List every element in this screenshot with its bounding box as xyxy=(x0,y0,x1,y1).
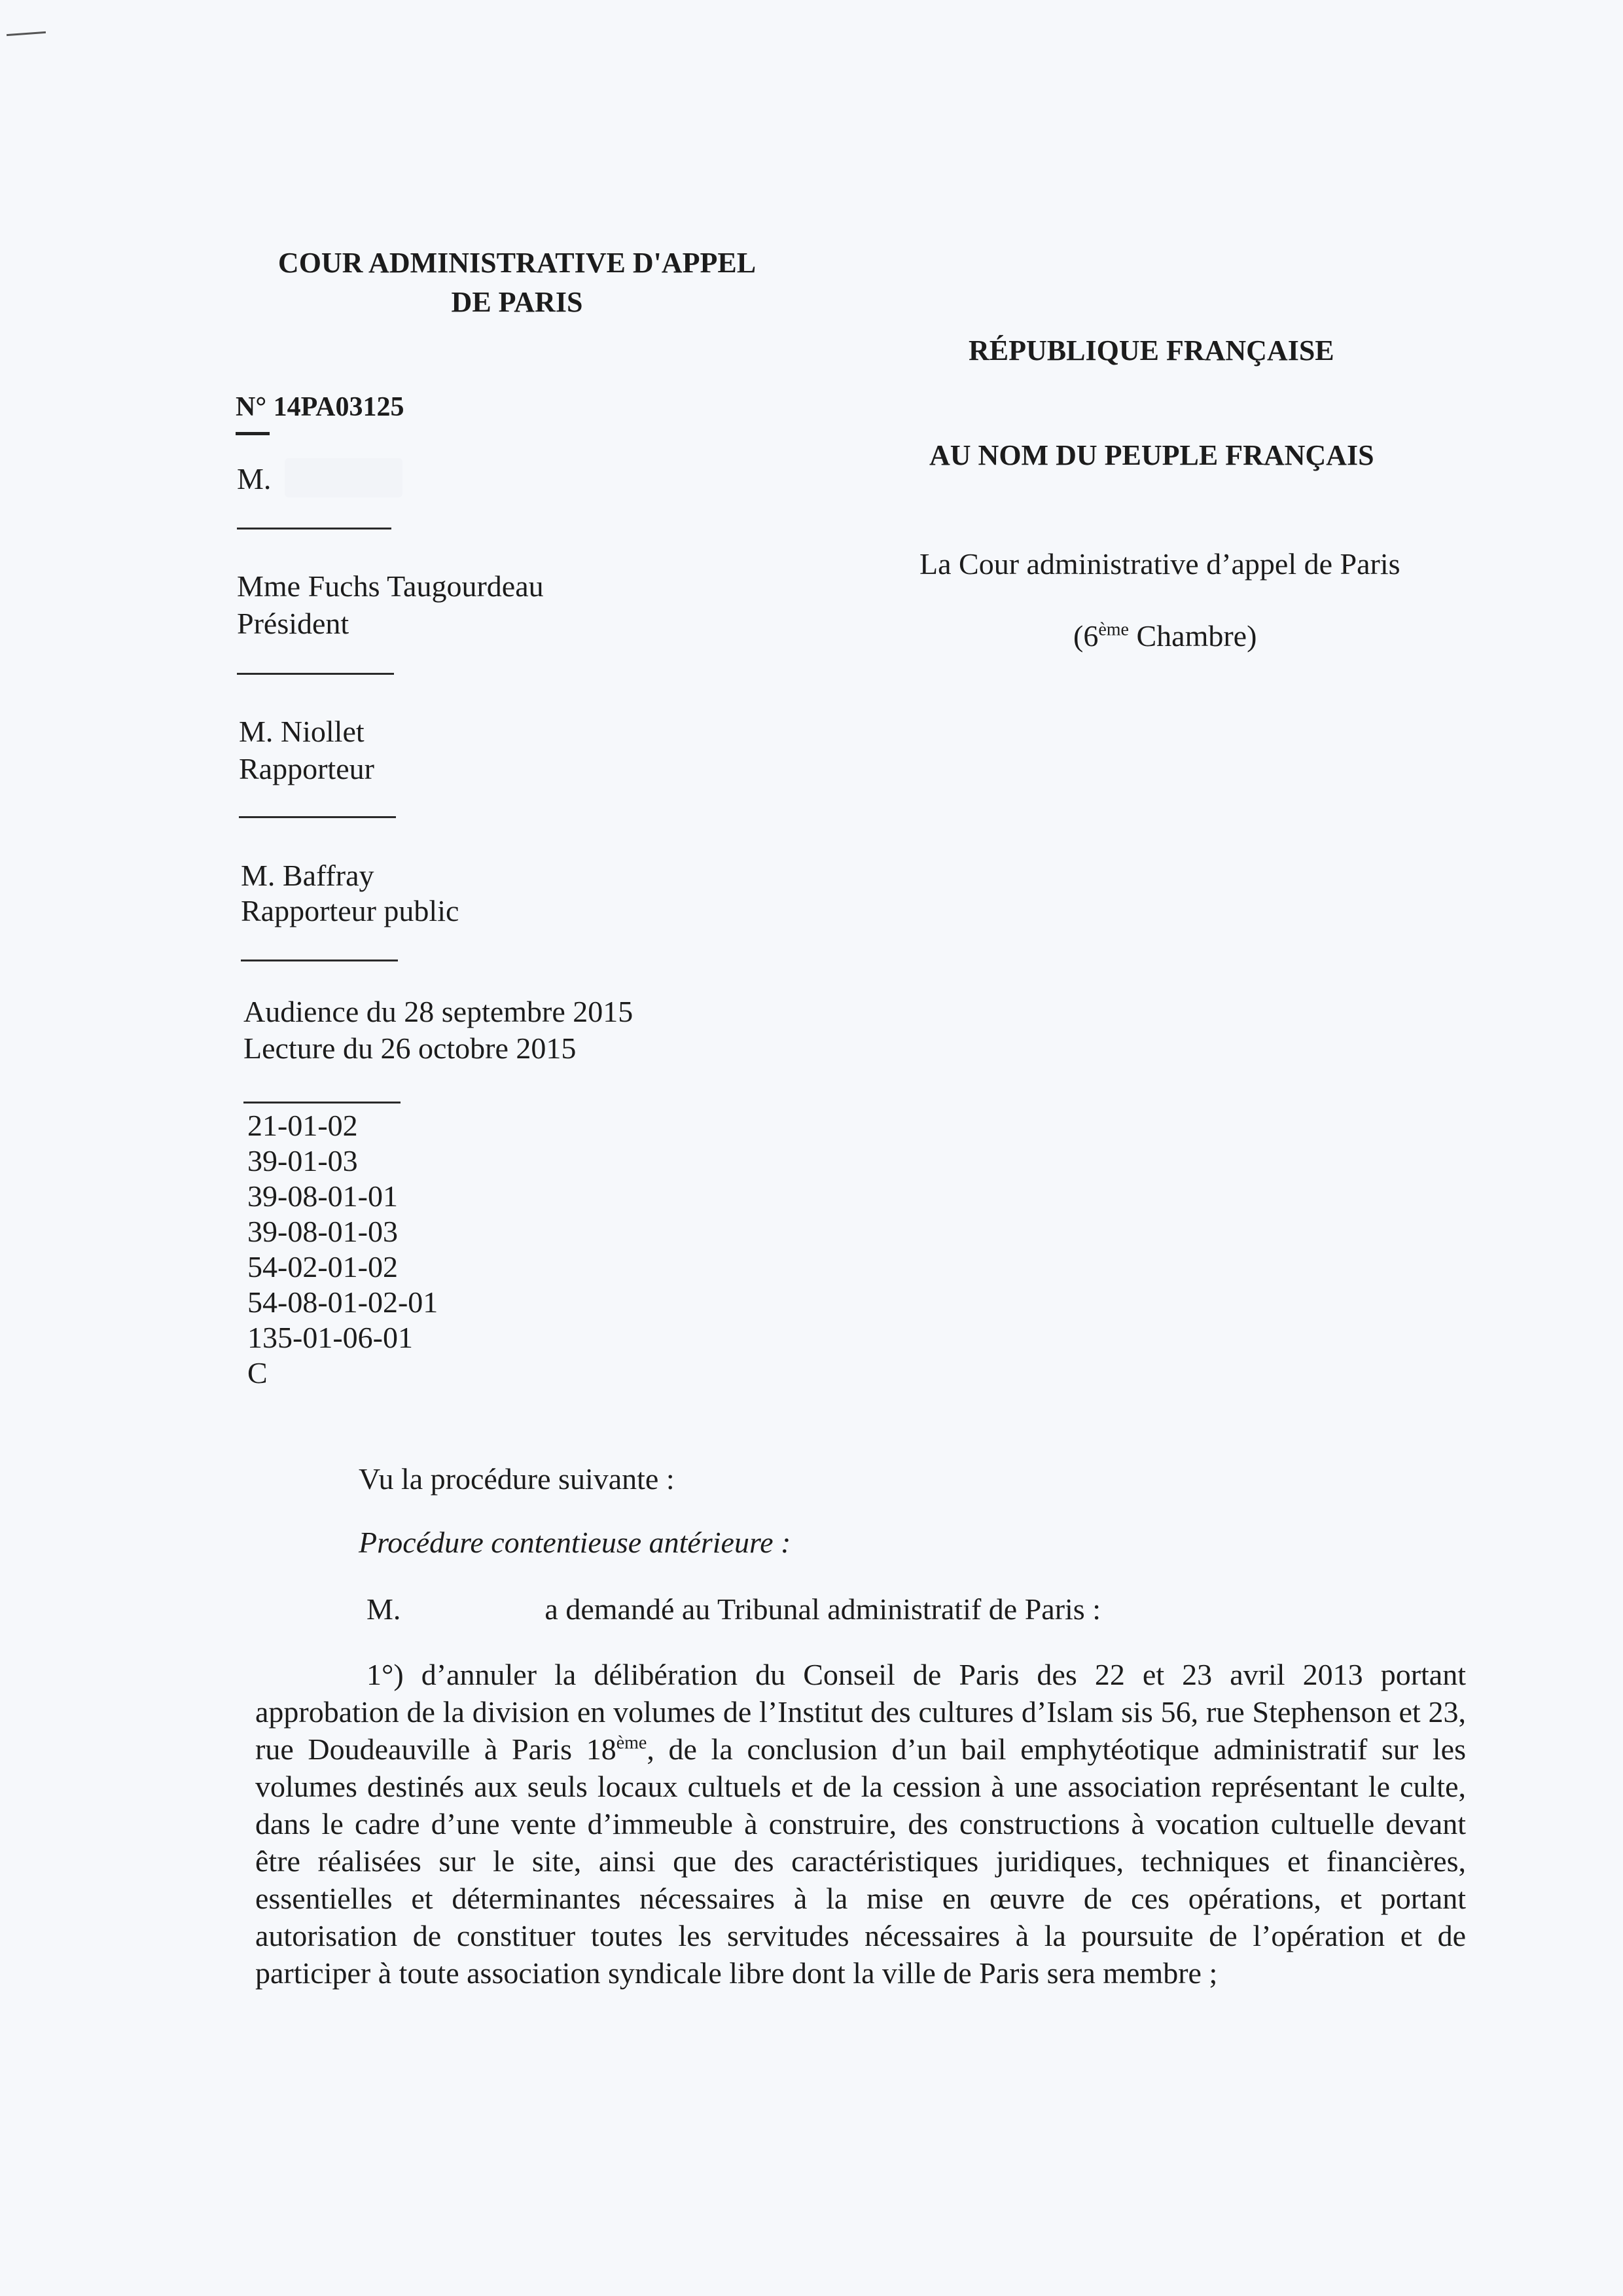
separator-rule xyxy=(241,960,398,961)
case-number: N° 14PA03125 xyxy=(236,392,404,422)
demande-party: M. xyxy=(366,1592,401,1626)
code-item: 135-01-06-01 xyxy=(247,1321,413,1354)
paragraph-1-part1: 1°) d’annuler la délibération du Conseil de Paris des 22 et 23 avril 2013 portant approbation de la division en volumes de l’Institut des cultures d’Islam sis 56, rue Stephenson et 23, rue Doudeauville à Paris 18 xyxy=(255,1658,1466,1766)
code-item: 39-01-03 xyxy=(247,1144,358,1177)
separator-rule xyxy=(237,673,394,675)
court-heading xyxy=(255,243,779,322)
republique-heading: RÉPUBLIQUE FRANÇAISE xyxy=(969,334,1334,367)
scan-mark xyxy=(7,31,46,36)
paragraph-1 xyxy=(255,1656,1466,1992)
demande-line xyxy=(366,1592,1101,1626)
vu-procedure: Vu la procédure suivante : xyxy=(359,1462,675,1496)
party-name: M. xyxy=(237,462,272,495)
code-item: 39-08-01-01 xyxy=(247,1179,398,1213)
demande-text: a demandé au Tribunal administratif de Paris : xyxy=(544,1592,1101,1626)
court-heading-line2: DE PARIS xyxy=(451,286,583,318)
code-item: 54-08-01-02-01 xyxy=(247,1285,438,1319)
au-nom-heading: AU NOM DU PEUPLE FRANÇAIS xyxy=(929,439,1374,471)
paragraph-1-sup: ème xyxy=(616,1732,647,1753)
redaction-block xyxy=(285,458,402,497)
separator-rule xyxy=(243,1102,401,1103)
president-role: Président xyxy=(237,607,349,640)
lecture-date: Lecture du 26 octobre 2015 xyxy=(243,1031,577,1065)
audience-date: Audience du 28 septembre 2015 xyxy=(243,995,633,1028)
paragraph-1-part2: , de la conclusion d’un bail emphytéotique administratif sur les volumes destinés aux seuls locaux cultuels et de la cession à une association représentant le culte, dans le cadre d’une vente d’immeuble à construire, des constructions à vocation cultuelle devant être réalisées sur le site, ainsi que des caractéristiques juridiques, techniques et financières, essentielles et déterminantes nécessaires à la mise en œuvre de ces opérations, et portant autorisation de constituer toutes les servitudes nécessaires à la poursuite de l’opération et de participer à toute association syndicale libre dont la ville de Paris sera membre ; xyxy=(255,1732,1466,1990)
cour-name: La Cour administrative d’appel de Paris xyxy=(919,547,1400,581)
code-item: 54-02-01-02 xyxy=(247,1250,398,1283)
code-item: 21-01-02 xyxy=(247,1109,358,1142)
chambre-sup: ème xyxy=(1098,619,1129,640)
procedure-heading: Procédure contentieuse antérieure : xyxy=(359,1526,791,1559)
president-name: Mme Fuchs Taugourdeau xyxy=(237,569,544,603)
classification-codes xyxy=(247,1108,438,1391)
rapporteur-public-name: M. Baffray xyxy=(241,859,374,892)
code-item: 39-08-01-03 xyxy=(247,1215,398,1248)
separator-rule xyxy=(237,528,391,529)
rapporteur-public-role: Rapporteur public xyxy=(241,894,459,927)
court-heading-line1: COUR ADMINISTRATIVE D'APPEL xyxy=(277,247,757,279)
separator-rule xyxy=(239,816,396,818)
rapporteur-role: Rapporteur xyxy=(239,752,374,785)
chambre-prefix: (6 xyxy=(1073,619,1099,653)
rapporteur-name: M. Niollet xyxy=(239,715,365,748)
chambre-label xyxy=(1073,619,1257,653)
case-dash xyxy=(236,432,270,435)
chambre-suffix: Chambre) xyxy=(1128,619,1257,653)
code-item: C xyxy=(247,1356,268,1390)
